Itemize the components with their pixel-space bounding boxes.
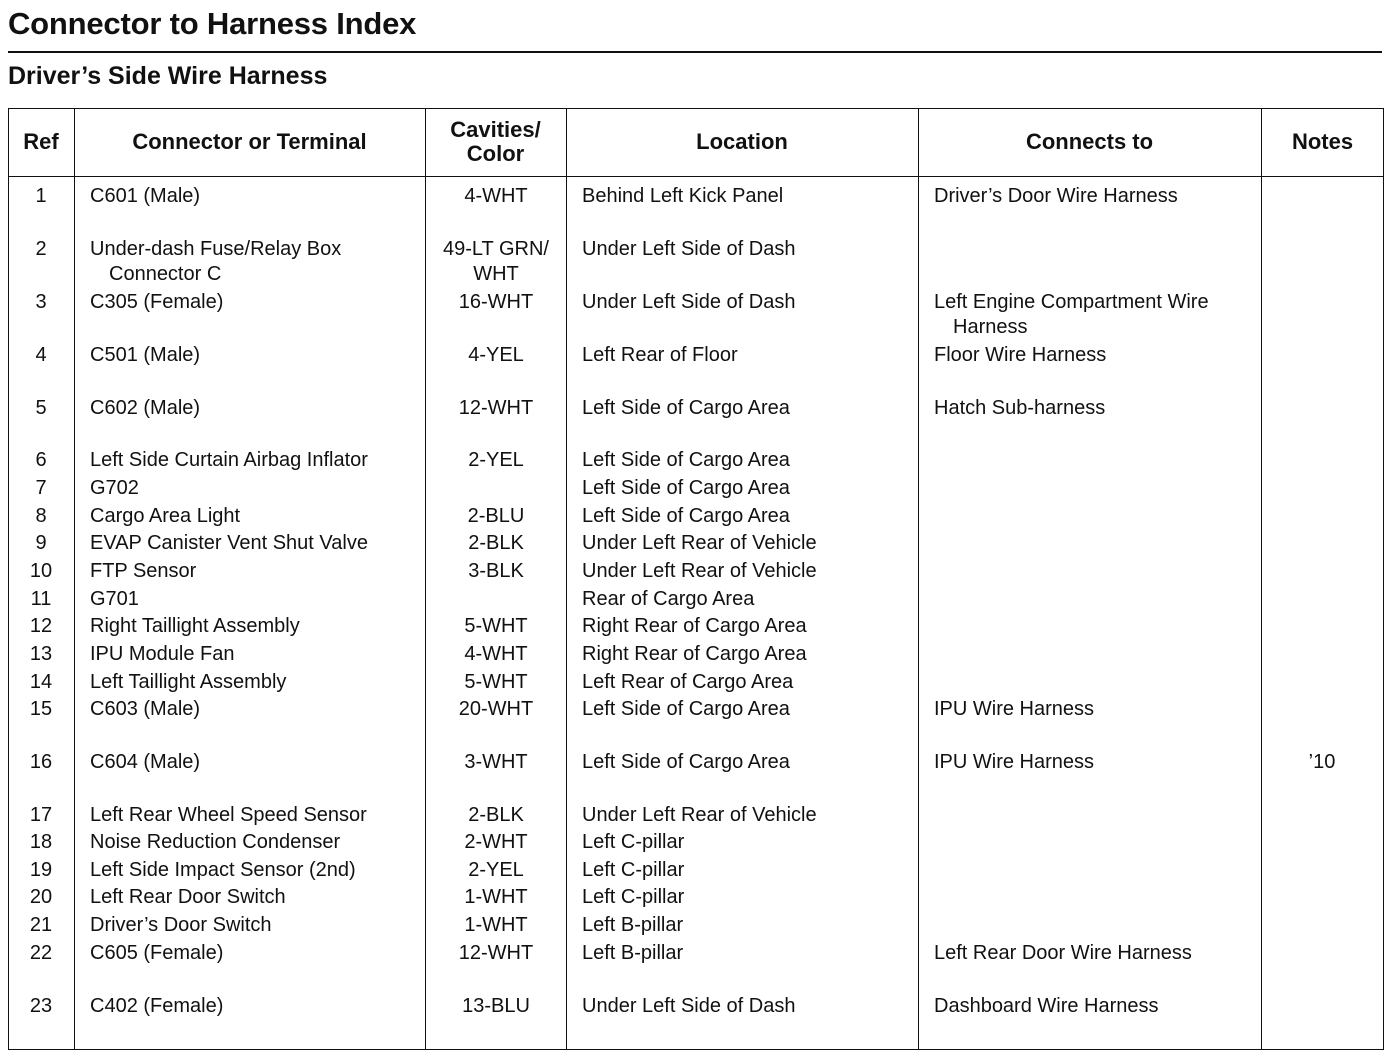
cell-connector <box>90 184 420 209</box>
page-title: Connector to Harness Index <box>8 6 417 41</box>
cell-ref-text: 23 <box>29 995 53 1017</box>
cell-ref-text: 7 <box>35 477 47 499</box>
cell-ref-text: 16 <box>29 751 53 773</box>
cell-ref-text: 10 <box>29 560 53 582</box>
cell-connector <box>90 858 420 883</box>
cell-cavities <box>426 237 566 287</box>
cell-connector-text: FTP Sensor <box>90 560 197 582</box>
cell-ref-text: 6 <box>35 449 47 471</box>
cell-cavities-text: 5-WHT <box>464 671 528 693</box>
cell-ref <box>8 614 74 639</box>
cell-cavities-text: 2-WHT <box>464 831 528 853</box>
cell-connects-to <box>934 184 1259 209</box>
cell-connector-text: Noise Reduction Condenser <box>90 831 341 853</box>
cell-location-text: Left B-pillar <box>582 914 684 936</box>
cell-location-text: Left Side of Cargo Area <box>582 449 790 471</box>
cell-ref <box>8 504 74 529</box>
header-ref: Ref <box>23 129 59 154</box>
cell-ref-text: 1 <box>35 185 47 207</box>
cell-connector-text: G702 <box>90 477 139 499</box>
cell-connector <box>90 913 420 938</box>
cell-connector <box>90 941 420 966</box>
cell-connector <box>90 885 420 910</box>
cell-cavities <box>426 858 566 883</box>
cell-connector <box>90 448 420 473</box>
cell-location-text: Under Left Rear of Vehicle <box>582 560 817 582</box>
cell-location-text: Rear of Cargo Area <box>582 588 755 610</box>
cell-cavities <box>426 504 566 529</box>
cell-location-text: Behind Left Kick Panel <box>582 185 784 207</box>
header-connector: Connector or Terminal <box>132 129 367 154</box>
cell-location <box>582 670 917 695</box>
cell-cavities <box>426 697 566 722</box>
cell-cavities <box>426 396 566 421</box>
cell-ref-text: 22 <box>29 942 53 964</box>
cell-notes <box>1262 750 1382 775</box>
cell-cavities <box>426 614 566 639</box>
cell-location-text: Left Side of Cargo Area <box>582 477 790 499</box>
cell-ref <box>8 587 74 612</box>
cell-connector-text: C601 (Male) <box>90 185 201 207</box>
section-subtitle: Driver’s Side Wire Harness <box>8 62 328 90</box>
cell-location-text: Left C-pillar <box>582 886 685 908</box>
cell-connector <box>90 531 420 556</box>
cell-connects-to <box>934 941 1259 966</box>
column-divider <box>918 108 919 1050</box>
title-divider <box>8 51 1382 53</box>
cell-ref-text: 19 <box>29 859 53 881</box>
cell-ref <box>8 476 74 501</box>
cell-connector <box>90 750 420 775</box>
cell-cavities <box>426 184 566 209</box>
cell-connector <box>90 587 420 612</box>
cell-connects-to-text: IPU Wire Harness <box>934 751 1095 773</box>
cell-location <box>582 885 917 910</box>
cell-ref <box>8 531 74 556</box>
cell-location <box>582 913 917 938</box>
cell-location-text: Left Rear of Floor <box>582 344 738 366</box>
cell-connector <box>90 476 420 501</box>
cell-cavities <box>426 343 566 368</box>
column-divider <box>566 108 567 1050</box>
cell-connector-text: Right Taillight Assembly <box>90 615 300 637</box>
cell-connector <box>90 290 420 315</box>
cell-location-text: Left Side of Cargo Area <box>582 698 790 720</box>
cell-connector-text: Left Side Curtain Airbag Inflator <box>90 449 368 471</box>
cell-ref-text: 14 <box>29 671 53 693</box>
header-cavities-line2: Color <box>466 141 525 166</box>
cell-location-text: Under Left Rear of Vehicle <box>582 804 817 826</box>
cell-connects-to <box>934 750 1259 775</box>
cell-ref-text: 3 <box>35 291 47 313</box>
cell-ref <box>8 237 74 262</box>
cell-ref-text: 18 <box>29 831 53 853</box>
cell-ref <box>8 994 74 1019</box>
cell-location <box>582 448 917 473</box>
cell-location-text: Left C-pillar <box>582 859 685 881</box>
cell-location <box>582 858 917 883</box>
cell-connects-to <box>934 697 1259 722</box>
cell-location <box>582 290 917 315</box>
cell-cavities-text: 3-WHT <box>464 751 528 773</box>
cell-ref <box>8 697 74 722</box>
cell-cavities <box>426 531 566 556</box>
cell-ref <box>8 913 74 938</box>
cell-connector-text: C605 (Female) <box>90 942 224 964</box>
cell-connector-text: C305 (Female) <box>90 291 224 313</box>
cell-ref-text: 2 <box>35 238 47 260</box>
cell-connector <box>90 237 420 287</box>
cell-location <box>582 830 917 855</box>
cell-cavities-text: 49-LT GRN/ <box>443 238 549 260</box>
cell-connects-to-text: Driver’s Door Wire Harness <box>934 185 1178 207</box>
cell-cavities-text: 2-YEL <box>468 449 524 471</box>
cell-location <box>582 476 917 501</box>
cell-connector <box>90 803 420 828</box>
cell-cavities-text: 4-WHT <box>464 643 528 665</box>
cell-cavities-text: 12-WHT <box>458 397 534 419</box>
cell-connector-text: C402 (Female) <box>90 995 224 1017</box>
cell-ref <box>8 642 74 667</box>
cell-cavities <box>426 642 566 667</box>
cell-connector-text: Left Side Impact Sensor (2nd) <box>90 859 356 881</box>
cell-ref <box>8 858 74 883</box>
cell-connector <box>90 504 420 529</box>
cell-ref-text: 11 <box>30 588 52 610</box>
cell-connector-text: C501 (Male) <box>90 344 201 366</box>
cell-connector-text: Driver’s Door Switch <box>90 914 272 936</box>
cell-cavities-text: 4-WHT <box>464 185 528 207</box>
cell-cavities <box>426 994 566 1019</box>
cell-location <box>582 396 917 421</box>
cell-connector-text-cont: Connector C <box>109 263 222 285</box>
cell-connects-to <box>934 994 1259 1019</box>
cell-ref-text: 21 <box>29 914 53 936</box>
cell-location-text: Left Side of Cargo Area <box>582 751 790 773</box>
cell-location <box>582 941 917 966</box>
cell-cavities-text: 20-WHT <box>458 698 534 720</box>
cell-connector-text: Left Rear Wheel Speed Sensor <box>90 804 367 826</box>
cell-cavities-text: 12-WHT <box>458 942 534 964</box>
cell-ref-text: 15 <box>29 698 53 720</box>
cell-connector-text: C603 (Male) <box>90 698 201 720</box>
cell-connector <box>90 670 420 695</box>
header-location: Location <box>696 129 788 154</box>
cell-location-text: Left B-pillar <box>582 942 684 964</box>
cell-location-text: Under Left Side of Dash <box>582 291 796 313</box>
cell-connector-text: Left Taillight Assembly <box>90 671 287 693</box>
cell-ref <box>8 941 74 966</box>
cell-cavities-text: 1-WHT <box>464 914 528 936</box>
cell-connects-to <box>934 343 1259 368</box>
cell-location <box>582 803 917 828</box>
cell-location <box>582 343 917 368</box>
cell-cavities-text: 2-BLK <box>468 804 524 826</box>
cell-connector <box>90 614 420 639</box>
cell-ref <box>8 184 74 209</box>
cell-location-text: Left C-pillar <box>582 831 685 853</box>
cell-cavities <box>426 290 566 315</box>
cell-ref <box>8 885 74 910</box>
cell-location <box>582 237 917 262</box>
cell-connector-text: Cargo Area Light <box>90 505 241 527</box>
cell-location <box>582 697 917 722</box>
column-divider <box>74 108 75 1050</box>
header-divider <box>8 176 1384 177</box>
cell-ref <box>8 750 74 775</box>
cell-location-text: Left Side of Cargo Area <box>582 505 790 527</box>
cell-ref <box>8 830 74 855</box>
cell-connects-to-text: Left Engine Compartment Wire <box>934 291 1209 313</box>
cell-location <box>582 614 917 639</box>
cell-ref-text: 9 <box>35 532 47 554</box>
cell-location-text: Under Left Rear of Vehicle <box>582 532 817 554</box>
cell-cavities-text: 4-YEL <box>468 344 524 366</box>
cell-ref <box>8 559 74 584</box>
cell-connector-text: Under-dash Fuse/Relay Box <box>90 238 342 260</box>
cell-ref-text: 12 <box>29 615 53 637</box>
cell-cavities <box>426 750 566 775</box>
cell-ref <box>8 290 74 315</box>
header-cavities <box>425 108 566 176</box>
cell-location-text: Left Rear of Cargo Area <box>582 671 794 693</box>
cell-ref <box>8 448 74 473</box>
column-divider <box>1261 108 1262 1050</box>
cell-location <box>582 642 917 667</box>
cell-cavities <box>426 559 566 584</box>
cell-location-text: Left Side of Cargo Area <box>582 397 790 419</box>
cell-connector <box>90 642 420 667</box>
cell-location <box>582 750 917 775</box>
cell-ref-text: 5 <box>35 397 47 419</box>
cell-connector <box>90 697 420 722</box>
cell-connector <box>90 343 420 368</box>
cell-location-text: Right Rear of Cargo Area <box>582 643 807 665</box>
cell-ref-text: 8 <box>35 505 47 527</box>
cell-connects-to <box>934 290 1259 340</box>
cell-cavities-text: 2-BLU <box>467 505 525 527</box>
cell-ref-text: 20 <box>29 886 53 908</box>
cell-location-text: Under Left Side of Dash <box>582 238 796 260</box>
cell-connector <box>90 559 420 584</box>
cell-cavities <box>426 913 566 938</box>
cell-connector-text: EVAP Canister Vent Shut Valve <box>90 532 368 554</box>
cell-connects-to-text: Hatch Sub-harness <box>934 397 1106 419</box>
cell-connector-text: IPU Module Fan <box>90 643 235 665</box>
cell-location-text: Right Rear of Cargo Area <box>582 615 807 637</box>
cell-location <box>582 587 917 612</box>
cell-cavities-text: 2-YEL <box>468 859 524 881</box>
cell-connector-text: C602 (Male) <box>90 397 201 419</box>
cell-cavities <box>426 885 566 910</box>
cell-connector <box>90 994 420 1019</box>
cell-connector-text: G701 <box>90 588 139 610</box>
cell-cavities <box>426 670 566 695</box>
cell-location <box>582 184 917 209</box>
header-notes: Notes <box>1291 129 1354 154</box>
cell-cavities <box>426 448 566 473</box>
cell-connector-text: Left Rear Door Switch <box>90 886 286 908</box>
cell-location <box>582 559 917 584</box>
cell-cavities <box>426 830 566 855</box>
cell-location <box>582 504 917 529</box>
cell-location <box>582 531 917 556</box>
cell-ref <box>8 396 74 421</box>
cell-ref-text: 4 <box>35 344 47 366</box>
cell-connects-to-text: Left Rear Door Wire Harness <box>934 942 1192 964</box>
cell-connector-text: C604 (Male) <box>90 751 201 773</box>
cell-cavities-text: 5-WHT <box>464 615 528 637</box>
cell-connector <box>90 830 420 855</box>
cell-connects-to-text: IPU Wire Harness <box>934 698 1095 720</box>
header-cavities-line1: Cavities/ <box>450 117 541 142</box>
cell-ref <box>8 803 74 828</box>
cell-ref <box>8 670 74 695</box>
cell-connector <box>90 396 420 421</box>
cell-ref-text: 17 <box>29 804 53 826</box>
cell-cavities <box>426 803 566 828</box>
cell-ref <box>8 343 74 368</box>
cell-cavities-text: 3-BLK <box>468 560 524 582</box>
cell-cavities-text: 1-WHT <box>464 886 528 908</box>
cell-notes-text: ’10 <box>1308 751 1336 773</box>
cell-cavities-text: 16-WHT <box>458 291 534 313</box>
cell-cavities-text-cont: WHT <box>473 263 519 285</box>
cell-location-text: Under Left Side of Dash <box>582 995 796 1017</box>
cell-connects-to-text-cont: Harness <box>953 316 1028 338</box>
cell-connects-to-text: Floor Wire Harness <box>934 344 1107 366</box>
cell-connects-to <box>934 396 1259 421</box>
cell-ref-text: 13 <box>29 643 53 665</box>
cell-cavities-text: 2-BLK <box>468 532 524 554</box>
cell-cavities <box>426 941 566 966</box>
cell-connects-to-text: Dashboard Wire Harness <box>934 995 1159 1017</box>
cell-location <box>582 994 917 1019</box>
header-connects-to: Connects to <box>1025 129 1154 154</box>
cell-cavities-text: 13-BLU <box>462 995 530 1017</box>
